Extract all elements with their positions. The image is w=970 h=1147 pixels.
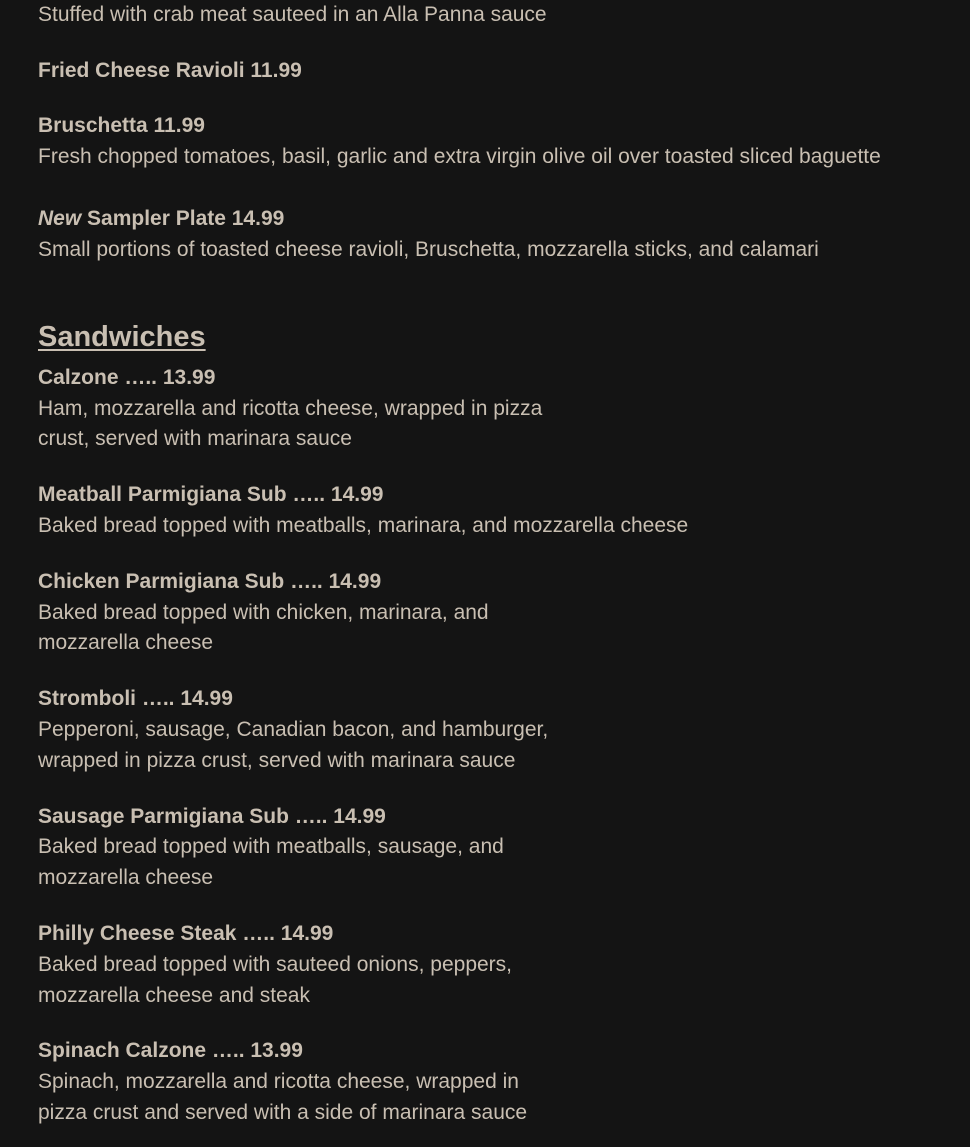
menu-item-desc: Spinach, mozzarella and ricotta cheese, wrapped in — [38, 1070, 519, 1093]
new-tag: New — [38, 207, 82, 230]
menu-item-title: Philly Cheese Steak ….. 14.99 — [38, 922, 334, 945]
menu-item-title-text: Sampler Plate 14.99 — [81, 207, 285, 230]
menu-item-desc: Baked bread topped with meatballs, marinara, and mozzarella cheese — [38, 514, 689, 537]
menu-item-desc: wrapped in pizza crust, served with marinara sauce — [38, 749, 516, 772]
menu-item-title: Fried Cheese Ravioli 11.99 — [38, 59, 302, 82]
appetizer-top-desc: Stuffed with crab meat sauteed in an Alla Panna sauce — [38, 3, 547, 26]
menu-item-title: Stromboli ….. 14.99 — [38, 687, 233, 710]
menu-item-desc: mozzarella cheese — [38, 866, 214, 889]
menu-item-desc: Baked bread topped with chicken, marinara, and — [38, 601, 489, 624]
menu-item-desc: crust, served with marinara sauce — [38, 427, 352, 450]
menu-item-desc: Baked bread topped with meatballs, sausage, and — [38, 835, 504, 858]
menu-item-desc: Small portions of toasted cheese ravioli, Bruschetta, mozzarella sticks, and calamari — [38, 238, 819, 261]
menu-item-title: Calzone ….. 13.99 — [38, 366, 216, 389]
menu-item-desc: pizza crust and served with a side of marinara sauce — [38, 1101, 528, 1124]
menu-item-title: Sausage Parmigiana Sub ….. 14.99 — [38, 805, 386, 828]
menu-item-title: Meatball Parmigiana Sub ….. 14.99 — [38, 483, 384, 506]
menu-item-title: Chicken Parmigiana Sub ….. 14.99 — [38, 570, 382, 593]
menu-item-desc: Pepperoni, sausage, Canadian bacon, and hamburger, — [38, 718, 549, 741]
menu-item-desc: mozzarella cheese and steak — [38, 984, 310, 1007]
menu-item-desc: Ham, mozzarella and ricotta cheese, wrapped in pizza — [38, 397, 543, 420]
section-heading: Sandwiches — [38, 321, 206, 353]
menu-item-desc: Fresh chopped tomatoes, basil, garlic and extra virgin olive oil over toasted sliced baguette — [38, 145, 881, 168]
menu-item-desc: Baked bread topped with sauteed onions, peppers, — [38, 953, 513, 976]
menu-item-desc: mozzarella cheese — [38, 631, 214, 654]
menu-item-title: Bruschetta 11.99 — [38, 114, 205, 137]
menu-item-title — [38, 206, 284, 232]
menu-item-title: Spinach Calzone ….. 13.99 — [38, 1039, 303, 1062]
